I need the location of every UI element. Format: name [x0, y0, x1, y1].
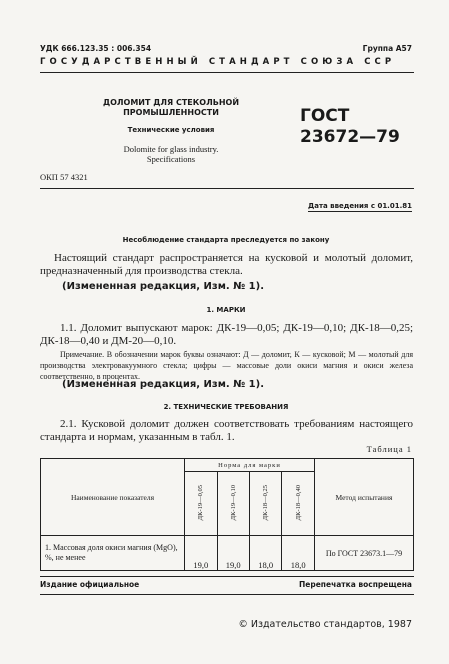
intro-amendment: (Измененная редакция, Изм. № 1). [62, 281, 265, 292]
title-en-line2: Specifications [146, 154, 196, 164]
gost-label: ГОСТ [300, 106, 350, 126]
reprint-prohibited: Перепечатка воспрещена [298, 580, 412, 589]
copyright-notice: © Издательство стандартов, 1987 [238, 619, 412, 630]
grade-header-cell [217, 472, 249, 536]
title-en-line1: Dolomite for glass industry. [123, 144, 219, 154]
grade-label: ДК-19—0,05 [197, 484, 205, 521]
header-method: Метод испытания [314, 459, 413, 536]
grade-header-cell [185, 472, 217, 536]
header-norm-group: Норма для марки [185, 459, 315, 472]
okp-code: ОКП 57 4321 [40, 172, 88, 182]
okp-divider [40, 188, 414, 189]
grade-label: ДК-19—0,10 [229, 484, 237, 521]
intro-paragraph: Настоящий стандарт распространяется на кусковой и молотый доломит, предназначенный для производства стекла. [40, 252, 413, 277]
document-title-ru [96, 98, 246, 118]
prohibition-notice: Несоблюдение стандарта преследуется по закону [122, 236, 330, 244]
row-value: 19,0 [217, 536, 249, 571]
table-1 [40, 458, 414, 571]
grade-header-cell [282, 472, 314, 536]
row-value: 19,0 [185, 536, 217, 571]
official-edition: Издание официальное [40, 580, 140, 589]
table-row [41, 536, 414, 571]
udk-code: УДК 666.123.35 : 006.354 [40, 44, 152, 53]
title-ru-line2: ПРОМЫШЛЕННОСТИ [123, 108, 219, 117]
header-indicator: Наименование показателя [41, 459, 185, 536]
row-value: 18,0 [282, 536, 314, 571]
footer-divider [40, 576, 414, 577]
row-value: 18,0 [249, 536, 281, 571]
gost-number: 23672—79 [300, 127, 400, 147]
grade-label: ДК-18—0,25 [262, 484, 270, 521]
gost-designation [300, 106, 400, 148]
title-ru-line1: ДОЛОМИТ ДЛЯ СТЕКОЛЬНОЙ [102, 98, 240, 107]
clause-1-1: 1.1. Доломит выпускают марок: ДК-19—0,05; ДК-19—0,10; ДК-18—0,25; ДК-18—0,40 и ДМ-20—0,10. [40, 322, 413, 347]
footer-divider-bottom [40, 594, 414, 595]
document-subtitle: Технические условия [127, 126, 215, 134]
clause-2-1: 2.1. Кусковой доломит должен соответствовать требованиям настоящего стандарта и нормам, указанным в табл. 1. [40, 418, 413, 443]
grade-label: ДК-18—0,40 [294, 484, 302, 521]
section-2-heading: 2. ТЕХНИЧЕСКИЕ ТРЕБОВАНИЯ [163, 403, 289, 411]
standard-banner: ГОСУДАРСТВЕННЫЙ СТАНДАРТ СОЮЗА ССР [40, 57, 396, 67]
row-indicator-name: 1. Массовая доля окиси магния (MgO), %, не менее [41, 536, 185, 571]
header-divider [40, 72, 414, 73]
group-code: Группа А57 [362, 44, 412, 53]
note-paragraph: Примечание. В обозначении марок буквы означают: Д — доломит, К — кусковой; М — молотый для производства электровакуумного стекла; цифры — массовые доли окиси магния и окиси железа соответственно, в процентах. [40, 350, 413, 381]
document-title-en [96, 144, 246, 164]
table-caption: Таблица 1 [366, 444, 412, 454]
grade-header-cell [249, 472, 281, 536]
section-1-heading: 1. МАРКИ [206, 306, 246, 314]
row-method: По ГОСТ 23673.1—79 [314, 536, 413, 571]
section-1-amendment: (Измененная редакция, Изм. № 1). [62, 379, 265, 390]
effective-date: Дата введения с 01.01.81 [308, 202, 412, 210]
